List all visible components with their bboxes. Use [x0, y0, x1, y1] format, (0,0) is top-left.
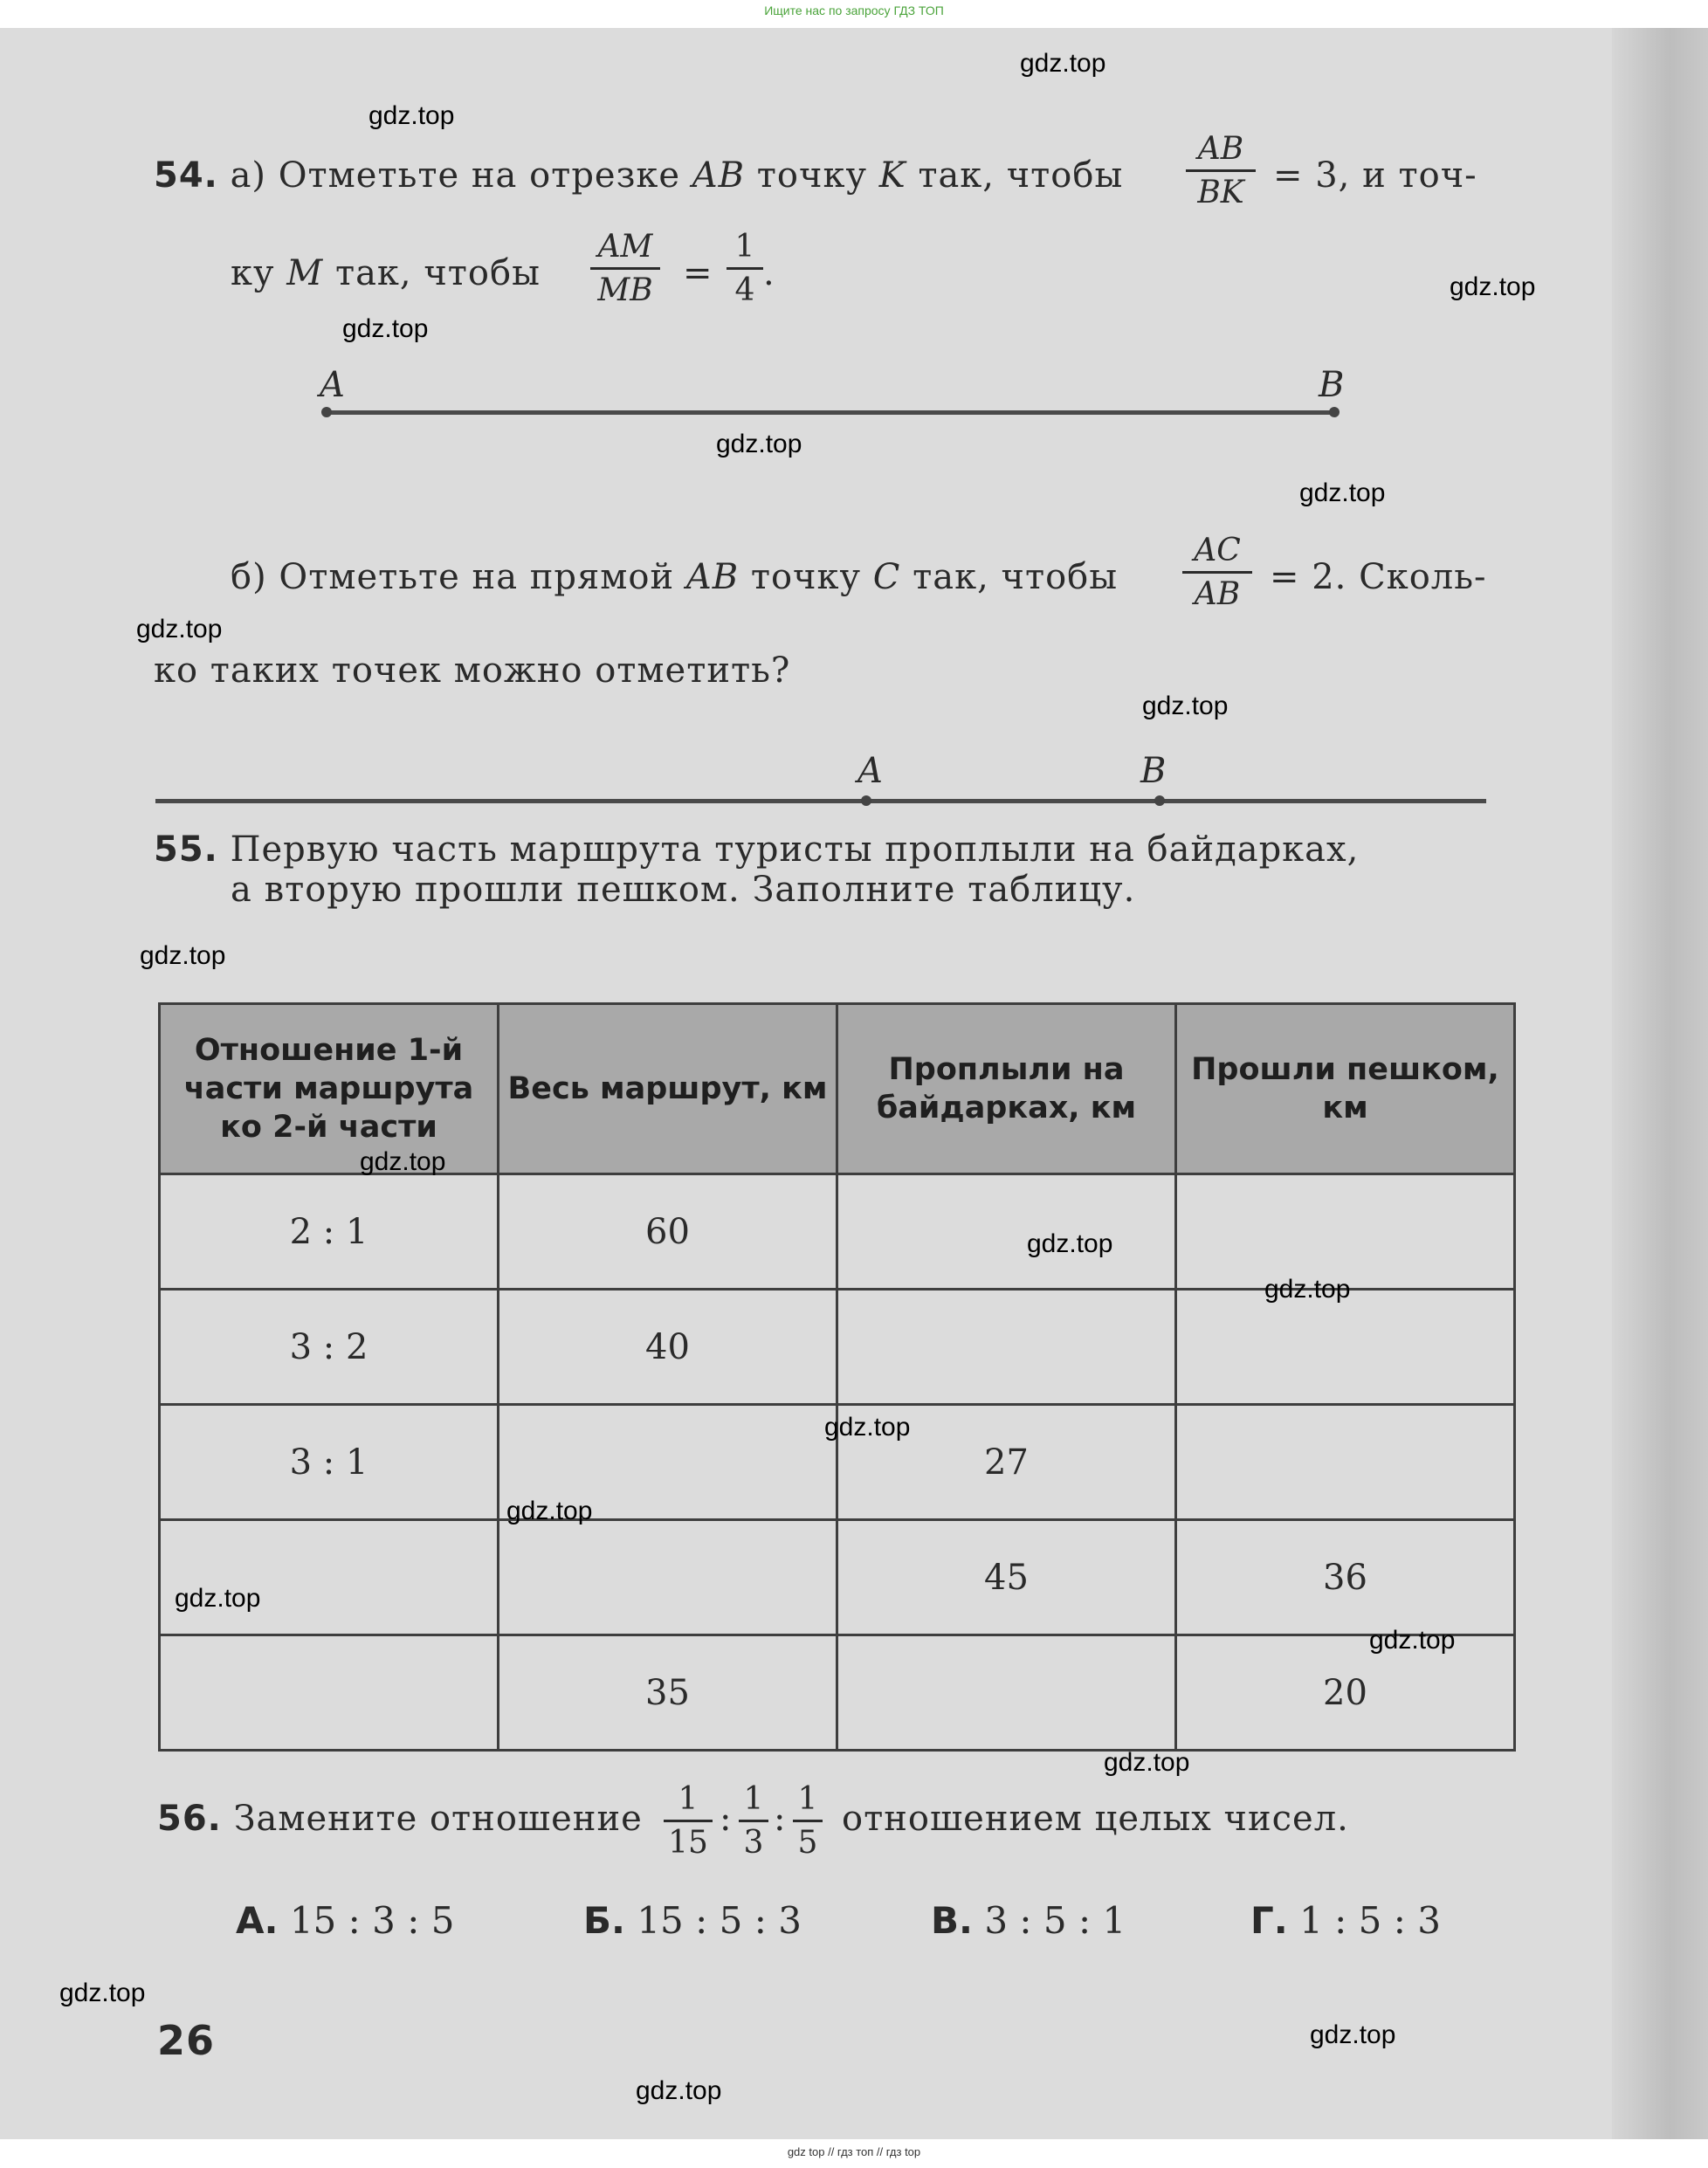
- option-label: Г.: [1250, 1899, 1288, 1942]
- ex54-line-ab: AB: [685, 557, 740, 597]
- table-cell-blank[interactable]: [160, 1520, 499, 1635]
- ex56-line1: [157, 1799, 643, 1839]
- table-cell: 35: [499, 1635, 837, 1751]
- ex54-text: Отметьте на отрезке: [278, 155, 681, 196]
- table-cell-blank[interactable]: [1176, 1405, 1515, 1520]
- table-row: [160, 1174, 1515, 1290]
- segment-point-a-label: A: [320, 365, 345, 405]
- ex54-point-c: C: [872, 557, 901, 597]
- answer-option-v[interactable]: [931, 1899, 1126, 1942]
- fraction-1-5: [793, 1781, 823, 1861]
- option-label: В.: [931, 1899, 973, 1942]
- fraction-denominator: BK: [1197, 175, 1244, 210]
- table-cell-blank[interactable]: [1176, 1290, 1515, 1405]
- line-point-a-label: A: [857, 751, 883, 791]
- ex54-text: так, чтобы: [913, 557, 1119, 597]
- route-table: [158, 1002, 1516, 1752]
- ex56-text-end: отношением целых чисел.: [842, 1799, 1349, 1839]
- watermark: gdz.top: [59, 1979, 146, 2007]
- fraction-denominator: 3: [743, 1825, 764, 1861]
- watermark: gdz.top: [506, 1497, 593, 1525]
- watermark: gdz.top: [1027, 1229, 1113, 1258]
- option-value: 15 : 3 : 5: [289, 1899, 455, 1942]
- fraction-numerator: AB: [1197, 131, 1244, 167]
- colon: :: [774, 1799, 787, 1839]
- column-header-walk: Прошли пешком, км: [1176, 1004, 1515, 1174]
- ex54-line1: [154, 155, 1123, 196]
- column-header-ratio: Отношение 1-й части маршрута ко 2-й части: [160, 1004, 499, 1174]
- ex54-point-m: M: [286, 253, 324, 293]
- segment-point-a: [321, 407, 332, 417]
- table-cell: 3 : 2: [160, 1290, 499, 1405]
- table-cell: 36: [1176, 1520, 1515, 1635]
- watermark: gdz.top: [136, 615, 223, 644]
- book-spine-shadow: [1612, 28, 1708, 2139]
- ex54-text: так, чтобы: [918, 155, 1124, 196]
- fraction-ab-bk: [1186, 131, 1256, 210]
- segment-point-b-label: B: [1319, 365, 1345, 405]
- option-value: 1 : 5 : 3: [1299, 1899, 1441, 1942]
- table-cell: 2 : 1: [160, 1174, 499, 1290]
- table-row: [160, 1635, 1515, 1751]
- fraction-numerator: AC: [1194, 533, 1241, 568]
- segment-ab: [327, 410, 1336, 415]
- option-value: 3 : 5 : 1: [984, 1899, 1126, 1942]
- fraction-ac-ab: [1182, 533, 1252, 612]
- fraction-denominator: 4: [734, 272, 755, 308]
- line-ab: [155, 799, 1486, 803]
- watermark: gdz.top: [1369, 1626, 1456, 1655]
- fraction-bar: [664, 1820, 713, 1822]
- table-row: [160, 1290, 1515, 1405]
- watermark: gdz.top: [1020, 49, 1106, 78]
- fraction-numerator: AM: [597, 229, 653, 265]
- watermark: gdz.top: [716, 430, 802, 458]
- watermark: gdz.top: [824, 1413, 911, 1442]
- fraction-bar: [1182, 571, 1252, 574]
- ex55-line2: а вторую прошли пешком. Заполните таблицу.: [231, 870, 1136, 910]
- ex54b-line2: ко таких точек можно отметить?: [154, 650, 791, 691]
- table-cell: 40: [499, 1290, 837, 1405]
- watermark: gdz.top: [1104, 1748, 1190, 1777]
- ex54b-line1: [231, 557, 1118, 597]
- answer-option-g[interactable]: [1250, 1899, 1441, 1942]
- watermark: gdz.top: [1299, 478, 1386, 507]
- fraction-bar: [739, 1820, 768, 1822]
- table-cell-blank[interactable]: [1176, 1174, 1515, 1290]
- fraction-am-mb: [590, 229, 660, 308]
- fraction-1-3: [739, 1781, 768, 1861]
- fraction-denominator: AB: [1194, 576, 1241, 612]
- ex54-point-k: K: [878, 155, 906, 196]
- fraction-denominator: MB: [597, 272, 653, 308]
- ex54-text: точку: [756, 155, 867, 196]
- fraction-numerator: 1: [743, 1781, 764, 1817]
- ex54-line2: [231, 253, 541, 293]
- fraction-one-quarter: [727, 229, 763, 308]
- table-cell: 27: [837, 1405, 1176, 1520]
- table-cell: 60: [499, 1174, 837, 1290]
- table-cell: 45: [837, 1520, 1176, 1635]
- table-cell-blank[interactable]: [837, 1174, 1176, 1290]
- line-point-b-label: B: [1140, 751, 1167, 791]
- ex55-number: 55.: [154, 829, 218, 870]
- top-banner[interactable]: Ищите нас по запросу ГДЗ ТОП: [764, 3, 944, 17]
- fraction-denominator: 5: [797, 1825, 818, 1861]
- equals-sign: =: [683, 253, 713, 293]
- ex54-number: 54.: [154, 155, 218, 196]
- ex54-text: так, чтобы: [334, 253, 541, 293]
- ex54b-equals-2: = 2. Сколь-: [1270, 557, 1487, 597]
- ex54-text: ку: [231, 253, 275, 293]
- table-cell-blank[interactable]: [837, 1290, 1176, 1405]
- watermark: gdz.top: [636, 2076, 722, 2105]
- column-header-total: Весь маршрут, км: [499, 1004, 837, 1174]
- fraction-denominator: 15: [668, 1825, 708, 1861]
- watermark: gdz.top: [1142, 692, 1229, 720]
- line-point-a: [861, 795, 871, 806]
- fraction-numerator: 1: [734, 229, 755, 265]
- ex56-number: 56.: [157, 1799, 222, 1839]
- watermark: gdz.top: [342, 314, 429, 343]
- watermark: gdz.top: [1310, 2020, 1396, 2049]
- ex54-part-b-label: б): [231, 557, 267, 597]
- fraction-numerator: 1: [797, 1781, 818, 1817]
- ex54-text: точку: [750, 557, 862, 597]
- period: .: [763, 253, 775, 293]
- segment-point-b: [1329, 407, 1340, 417]
- watermark: gdz.top: [1264, 1275, 1351, 1304]
- table-cell-blank[interactable]: [837, 1635, 1176, 1751]
- table-cell: 3 : 1: [160, 1405, 499, 1520]
- watermark: gdz.top: [140, 941, 226, 970]
- fraction-1-15: [664, 1781, 713, 1861]
- fraction-bar: [590, 267, 660, 270]
- answer-option-b[interactable]: [583, 1899, 802, 1942]
- line-point-b: [1154, 795, 1165, 806]
- ex55-text: Первую часть маршрута туристы проплыли на байдарках,: [230, 829, 1360, 870]
- watermark: gdz.top: [1450, 272, 1536, 301]
- option-value: 15 : 5 : 3: [637, 1899, 802, 1942]
- ex55-line1: [154, 829, 1359, 870]
- table-row: [160, 1520, 1515, 1635]
- watermark: gdz.top: [360, 1147, 446, 1176]
- answer-option-a[interactable]: [236, 1899, 454, 1942]
- fraction-bar: [793, 1820, 823, 1822]
- watermark: gdz.top: [175, 1584, 261, 1613]
- ex56-text: Замените отношение: [233, 1799, 643, 1839]
- column-header-kayak: Проплыли на байдарках, км: [837, 1004, 1176, 1174]
- table-cell: 20: [1176, 1635, 1515, 1751]
- fraction-bar: [1186, 169, 1256, 172]
- bottom-banner[interactable]: gdz top // гдз топ // гдз top: [787, 2145, 921, 2158]
- ex54-segment-ab: AB: [692, 155, 746, 196]
- table-cell-blank[interactable]: [160, 1635, 499, 1751]
- fraction-bar: [727, 267, 763, 270]
- ex54-text: Отметьте на прямой: [279, 557, 675, 597]
- table-cell-blank[interactable]: [499, 1520, 837, 1635]
- fraction-numerator: 1: [678, 1781, 699, 1817]
- page-number: 26: [157, 2017, 216, 2064]
- option-label: Б.: [583, 1899, 625, 1942]
- option-label: А.: [236, 1899, 279, 1942]
- ex54-equals-3: = 3, и точ-: [1273, 155, 1477, 196]
- colon: :: [720, 1799, 733, 1839]
- ex54-part-a-label: а): [230, 155, 267, 196]
- watermark: gdz.top: [368, 101, 455, 130]
